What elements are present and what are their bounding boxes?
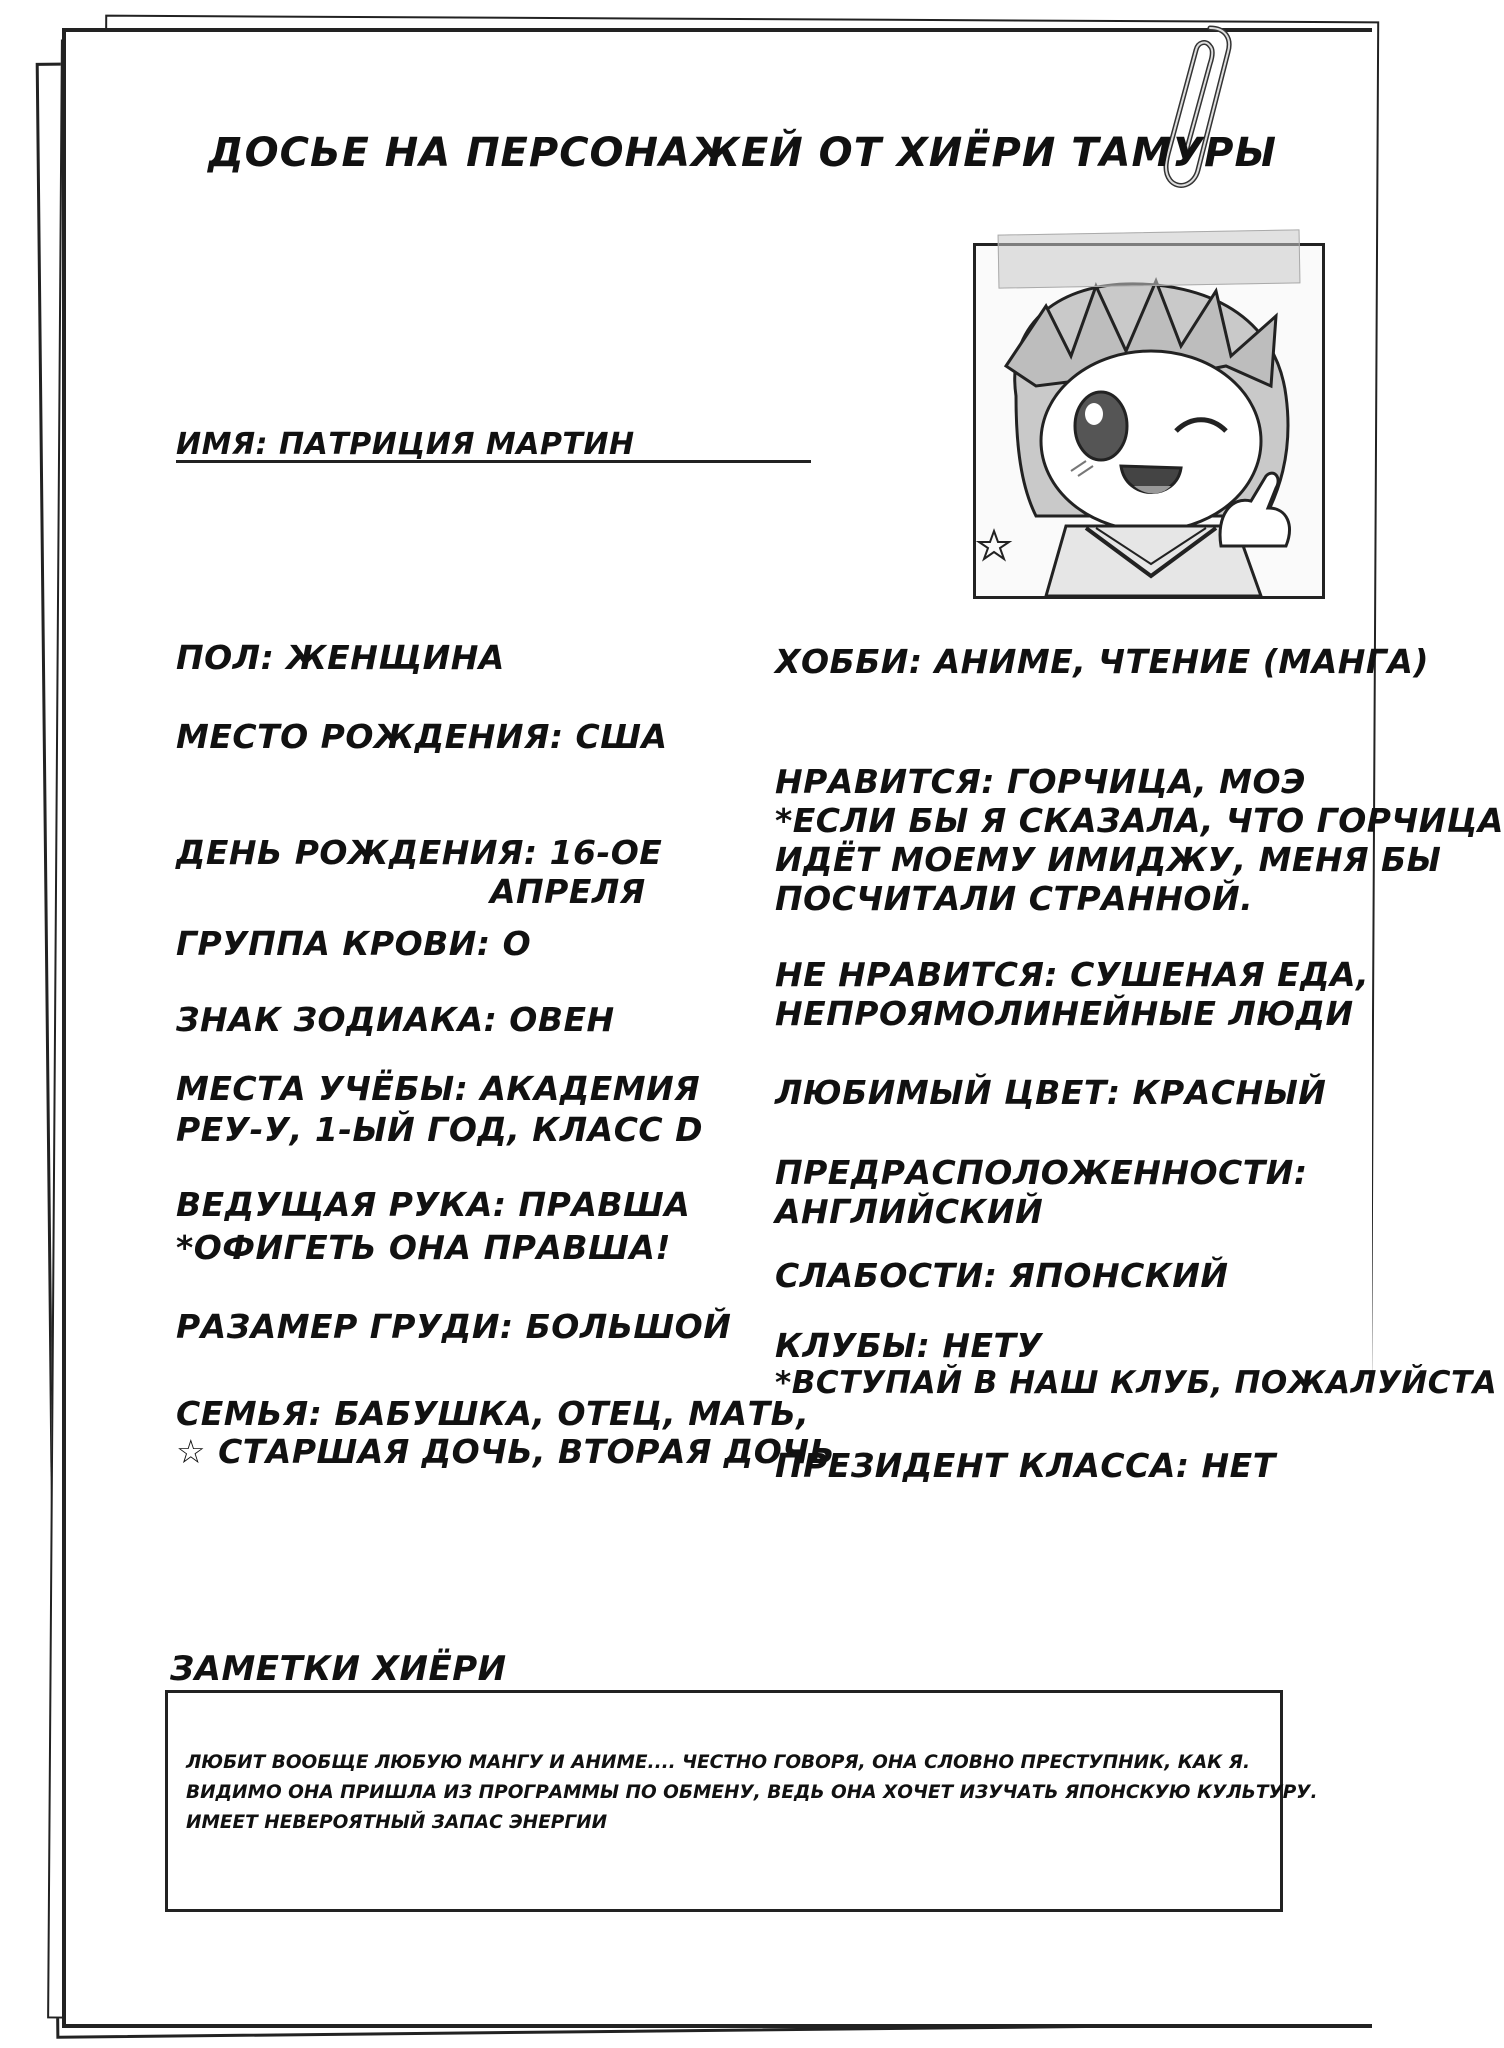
birthplace-field: МЕСТО РОЖДЕНИЯ: США — [176, 717, 668, 756]
likes-note-end: ПОСЧИТАЛИ СТРАННОЙ. — [775, 879, 1254, 918]
aptitude-field: ПРЕДРАСПОЛОЖЕННОСТИ: — [775, 1153, 1308, 1192]
chibi-girl-illustration — [976, 246, 1322, 596]
family-field: СЕМЬЯ: БАБУШКА, ОТЕЦ, МАТЬ, — [176, 1394, 810, 1433]
dislikes-field-cont: НЕПРОЯМОЛИНЕЙНЫЕ ЛЮДИ — [775, 994, 1354, 1033]
name-field: ИМЯ: ПАТРИЦИЯ МАРТИН — [176, 427, 635, 462]
clubs-note: *ВСТУПАЙ В НАШ КЛУБ, ПОЖАЛУЙСТА — [775, 1365, 1498, 1401]
hobby-field: ХОББИ: АНИМЕ, ЧТЕНИЕ (МАНГА) — [775, 642, 1430, 681]
breast-size-field: РАЗАМЕР ГРУДИ: БОЛЬШОЙ — [176, 1307, 732, 1346]
tape-strip — [998, 229, 1301, 288]
family-field-cont: ☆ СТАРШАЯ ДОЧЬ, ВТОРАЯ ДОЧЬ — [176, 1432, 836, 1471]
notes-line: ЛЮБИТ ВООБЩЕ ЛЮБУЮ МАНГУ И АНИМЕ.... ЧЕСТНО ГОВОРЯ, ОНА СЛОВНО ПРЕСТУПНИК, КАК Я. — [186, 1752, 1250, 1773]
clubs-field: КЛУБЫ: НЕТУ — [775, 1326, 1043, 1365]
page-title: ДОСЬЕ НА ПЕРСОНАЖЕЙ ОТ ХИЁРИ ТАМУРЫ — [208, 130, 1277, 176]
aptitude-field-cont: АНГЛИЙСКИЙ — [775, 1192, 1044, 1231]
likes-note-cont: ИДЁТ МОЕМУ ИМИДЖУ, МЕНЯ БЫ — [775, 840, 1442, 879]
dominant-hand-note: *ОФИГЕТЬ ОНА ПРАВША! — [176, 1228, 671, 1267]
school-field-cont: РЕУ-У, 1-ЫЙ ГОД, КЛАСС D — [176, 1110, 704, 1149]
class-president-field: ПРЕЗИДЕНТ КЛАССА: НЕТ — [775, 1446, 1276, 1485]
dislikes-field: НЕ НРАВИТСЯ: СУШЕНАЯ ЕДА, — [775, 955, 1370, 994]
birthday-field-cont: АПРЕЛЯ — [490, 872, 646, 911]
character-portrait — [973, 243, 1325, 599]
school-field: МЕСТА УЧЁБЫ: АКАДЕМИЯ — [176, 1069, 701, 1108]
dominant-hand-field: ВЕДУЩАЯ РУКА: ПРАВША — [176, 1185, 691, 1224]
likes-field: НРАВИТСЯ: ГОРЧИЦА, МОЭ — [775, 762, 1306, 801]
name-underline — [176, 460, 811, 463]
notes-line: ВИДИМО ОНА ПРИШЛА ИЗ ПРОГРАММЫ ПО ОБМЕНУ, ВЕДЬ ОНА ХОЧЕТ ИЗУЧАТЬ ЯПОНСКУЮ КУЛЬТУРУ. — [186, 1782, 1318, 1803]
notes-heading: ЗАМЕТКИ ХИЁРИ — [170, 1649, 507, 1689]
notes-box — [165, 1690, 1318, 1912]
birthday-field: ДЕНЬ РОЖДЕНИЯ: 16-ОЕ — [176, 833, 663, 872]
favorite-color-field: ЛЮБИМЫЙ ЦВЕТ: КРАСНЫЙ — [775, 1073, 1327, 1112]
blood-type-field: ГРУППА КРОВИ: О — [176, 924, 532, 963]
notes-text — [186, 1748, 1318, 1838]
notes-line: ИМЕЕТ НЕВЕРОЯТНЫЙ ЗАПАС ЭНЕРГИИ — [186, 1812, 608, 1833]
gender-field: ПОЛ: ЖЕНЩИНА — [176, 638, 505, 677]
likes-note: *ЕСЛИ БЫ Я СКАЗАЛА, ЧТО ГОРЧИЦА — [775, 801, 1504, 840]
zodiac-field: ЗНАК ЗОДИАКА: ОВЕН — [176, 1000, 615, 1039]
weakness-field: СЛАБОСТИ: ЯПОНСКИЙ — [775, 1256, 1229, 1295]
